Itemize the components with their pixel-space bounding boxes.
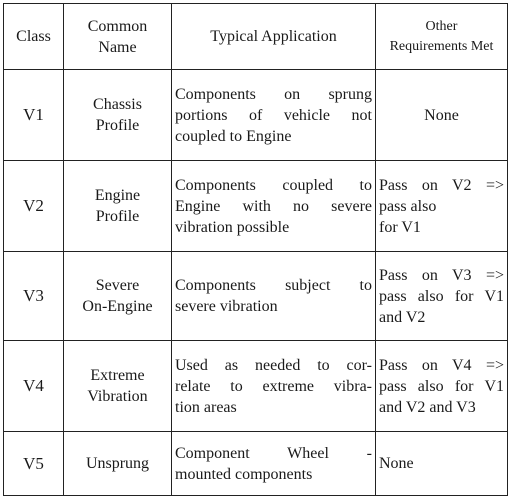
table-row bbox=[4, 161, 508, 252]
common-name-cell: Extreme Vibration bbox=[64, 341, 172, 432]
class-cell: V3 bbox=[4, 252, 64, 341]
header-common-name: Common Name bbox=[64, 4, 172, 70]
header-row bbox=[4, 4, 508, 70]
header-other-requirements: Other Requirements Met bbox=[376, 4, 508, 70]
header-class: Class bbox=[4, 4, 64, 70]
class-cell: V1 bbox=[4, 70, 64, 161]
header-typical-application: Typical Application bbox=[172, 4, 376, 70]
class-cell: V4 bbox=[4, 341, 64, 432]
other-requirements-cell: None bbox=[376, 432, 508, 496]
other-requirements-cell: Pass on V4 => pass also for V1 and V2 and V3 bbox=[376, 341, 508, 432]
common-name-cell: Unsprung bbox=[64, 432, 172, 496]
table-row bbox=[4, 432, 508, 496]
other-requirements-cell: Pass on V3 => pass also for V1 and V2 bbox=[376, 252, 508, 341]
typical-application-cell: Components on sprung portions of vehicle not coupled to Engine bbox=[172, 70, 376, 161]
table-row bbox=[4, 252, 508, 341]
common-name-cell: Severe On-Engine bbox=[64, 252, 172, 341]
table-row bbox=[4, 70, 508, 161]
typical-application-cell: Component Wheel - mounted components bbox=[172, 432, 376, 496]
other-requirements-cell: Pass on V2 => pass also for V1 bbox=[376, 161, 508, 252]
typical-application-cell: Components subject to severe vibration bbox=[172, 252, 376, 341]
class-cell: V2 bbox=[4, 161, 64, 252]
table-row bbox=[4, 341, 508, 432]
common-name-cell: Engine Profile bbox=[64, 161, 172, 252]
typical-application-cell: Used as needed to cor- relate to extreme vibra- tion areas bbox=[172, 341, 376, 432]
other-requirements-cell: None bbox=[376, 70, 508, 161]
class-cell: V5 bbox=[4, 432, 64, 496]
vibration-class-table bbox=[3, 3, 508, 496]
typical-application-cell: Components coupled to Engine with no severe vibration possible bbox=[172, 161, 376, 252]
common-name-cell: Chassis Profile bbox=[64, 70, 172, 161]
